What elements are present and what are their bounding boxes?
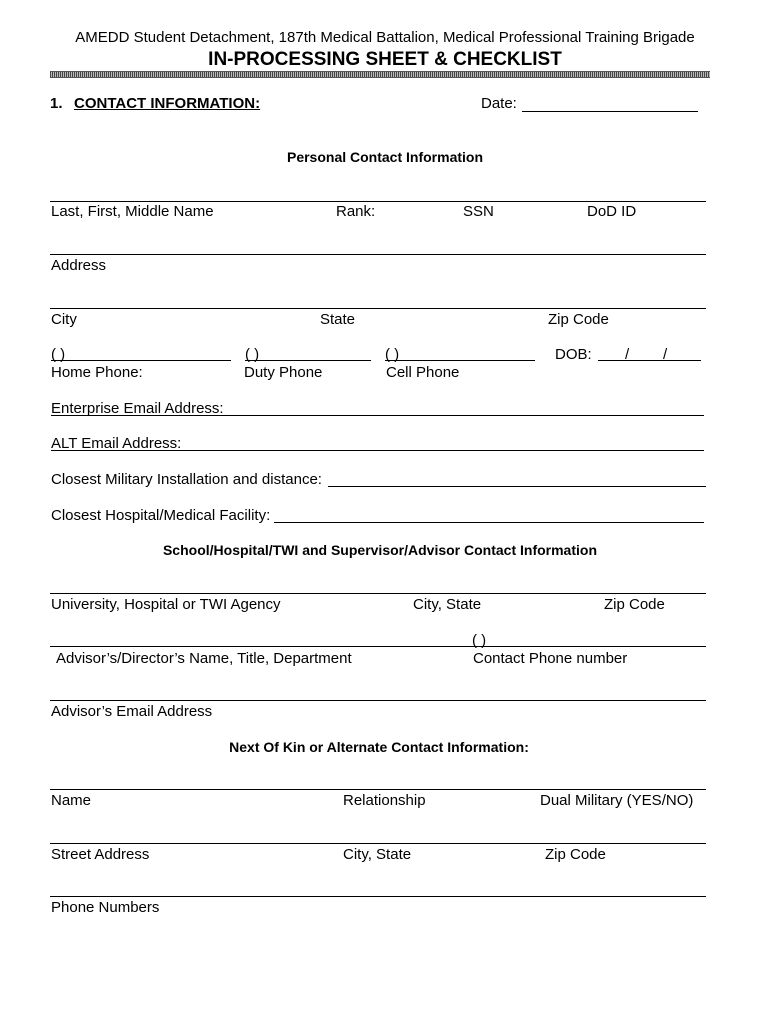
closest-installation-label: Closest Military Installation and distance: — [51, 471, 322, 488]
closest-hospital-field[interactable] — [274, 522, 704, 523]
enterprise-email-field[interactable] — [51, 415, 704, 416]
date-label: Date: — [481, 95, 517, 112]
advisor-name-label: Advisor’s/Director’s Name, Title, Department — [56, 650, 352, 667]
dob-sep-1: / — [625, 346, 630, 363]
home-phone-label: Home Phone: — [51, 364, 143, 381]
cell-phone-area: ( ) — [385, 346, 400, 363]
organization-header: AMEDD Student Detachment, 187th Medical Battalion, Medical Professional Training Brigade — [75, 29, 695, 46]
zip-label: Zip Code — [548, 311, 609, 328]
school-city-state-label: City, State — [413, 596, 482, 613]
address-line[interactable] — [50, 254, 706, 255]
city-label: City — [51, 311, 77, 328]
university-line[interactable] — [50, 593, 706, 594]
dodid-label: DoD ID — [587, 203, 637, 220]
closest-installation-field[interactable] — [328, 486, 706, 487]
nok-zip-label: Zip Code — [545, 846, 606, 863]
dob-field[interactable] — [598, 360, 701, 361]
nok-name-line[interactable] — [50, 789, 706, 790]
dob-label: DOB: — [555, 346, 592, 363]
dob-sep-2: / — [663, 346, 668, 363]
nok-phone-label: Phone Numbers — [51, 899, 160, 916]
nok-phone-line[interactable] — [50, 896, 706, 897]
nok-relationship-label: Relationship — [343, 792, 426, 809]
nok-street-label: Street Address — [51, 846, 150, 863]
city-state-zip-line[interactable] — [50, 308, 706, 309]
name-rank-ssn-line[interactable] — [50, 201, 706, 202]
home-phone-field[interactable] — [51, 360, 231, 361]
nok-city-state-label: City, State — [343, 846, 412, 863]
school-heading: School/Hospital/TWI and Supervisor/Advisor Contact Information — [162, 542, 598, 558]
alt-email-field[interactable] — [51, 450, 704, 451]
header-divider — [50, 71, 710, 78]
enterprise-email-label: Enterprise Email Address: — [51, 400, 224, 417]
duty-phone-area: ( ) — [245, 346, 260, 363]
section-heading: CONTACT INFORMATION: — [74, 95, 261, 112]
cell-phone-label: Cell Phone — [386, 364, 460, 381]
home-phone-area: ( ) — [51, 346, 66, 363]
nok-name-label: Name — [51, 792, 92, 809]
duty-phone-field[interactable] — [245, 360, 371, 361]
state-label: State — [320, 311, 356, 328]
alt-email-label: ALT Email Address: — [51, 435, 182, 452]
nok-dual-military-label: Dual Military (YES/NO) — [540, 792, 694, 809]
ssn-label: SSN — [463, 203, 494, 220]
duty-phone-label: Duty Phone — [244, 364, 323, 381]
advisor-email-line[interactable] — [50, 700, 706, 701]
section-number: 1. — [50, 95, 63, 112]
nok-address-line[interactable] — [50, 843, 706, 844]
form-title: IN-PROCESSING SHEET & CHECKLIST — [208, 49, 562, 70]
advisor-phone-area: ( ) — [472, 632, 487, 649]
nok-heading: Next Of Kin or Alternate Contact Information: — [229, 739, 529, 755]
cell-phone-field[interactable] — [385, 360, 535, 361]
rank-label: Rank: — [336, 203, 376, 220]
closest-hospital-label: Closest Hospital/Medical Facility: — [51, 507, 271, 524]
personal-heading: Personal Contact Information — [286, 149, 484, 165]
school-zip-label: Zip Code — [604, 596, 665, 613]
address-label: Address — [51, 257, 107, 274]
advisor-line[interactable] — [50, 646, 706, 647]
university-label: University, Hospital or TWI Agency — [51, 596, 281, 613]
date-field[interactable] — [522, 111, 698, 112]
advisor-email-label: Advisor’s Email Address — [51, 703, 213, 720]
advisor-phone-label: Contact Phone number — [473, 650, 628, 667]
name-label: Last, First, Middle Name — [51, 203, 214, 220]
